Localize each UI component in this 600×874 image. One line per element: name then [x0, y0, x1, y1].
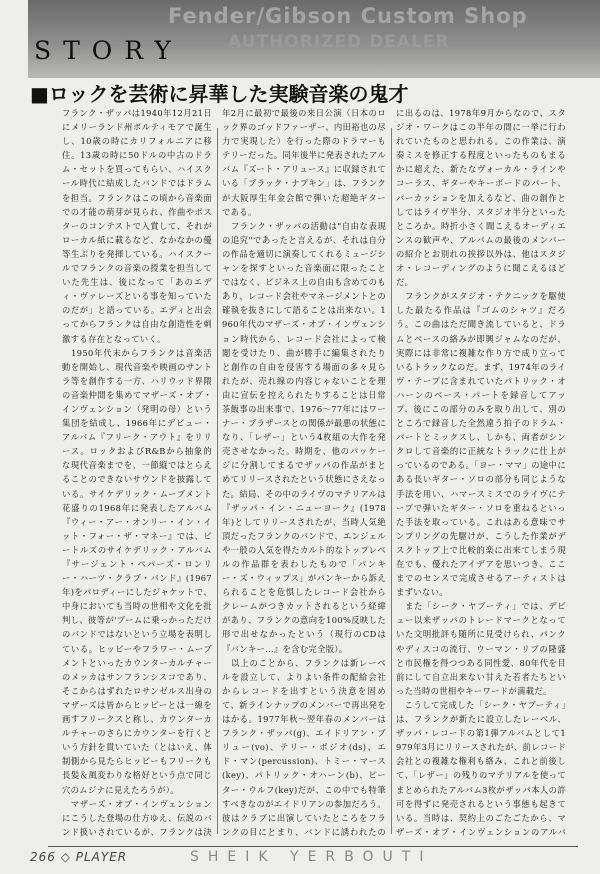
- footer-album-title: SHEIK YERBOUTI: [190, 849, 433, 865]
- section-label: STORY: [34, 36, 183, 65]
- article-column-1: フランク・ザッパは1940年12月21日にメリーランド州ボルティモアで誕生し、10歳の時にカリフォルニアに移住。13歳の時に50ドルの中古のドラム・セットを買ってもらい、ハイスクール時代に結成したバンドではドラムを担当。フランクはこの頃から音楽面での才能の萌芽が見られ、作曲やポスターのコンテストで入賞して、それがローカル紙に載るなど、なかなかの優等生ぶりを発揮している。ハイスクールでフランクの音楽の授業を担当していた先生は、後になって「あのエディ・ヴァレーズといる事を知っていたのだが」と語っている。エディと出会ってからフランクは自由な創造性を刺激する存在となっていく。 1950年代末からフランクは音楽活動を開始し、現代音楽や映画のサントラ等を創作する一方、ハリウッド界隈の音楽仲間を集めてマザーズ・オブ・インヴェンション（発明の母）という集団を結成し、1966年にデビュー・アルバム『フリーク・アウト』をリリース。ロックおよびR&Bから抽象的な現代音楽までを、一節縦ではとらえることのできないサウンドを披露している。サイケデリック・ムーブメント花盛りの1968年に発表したアルバム『ウィー・アー・オンリー・イン・イット・フォー・ザ・マネー』では、ビートルズのサイケデリック・アルバム『サージェント・ペパーズ・ロンリー・ハーツ・クラブ・バンド』(1967年)をパロディーにしたジャケットで、中身においても当時の世相や文化を批判し、彼等が'ブームに乗っかっただけのバンドではないという立場を表明している。ヒッピーやフラワー・ムーブメントといったカウンターカルチャーのメッカはサンフランシスコであり、そこからはずれたロサンゼルス出身のマザーズは皆からヒッピーとは一線を画すフリークスと称し、カウンターカルチャーのさらにカウンターを行くという方針を貫いていた（とはいえ、体制側から見たらヒッピーもフリークも長髪＆風変わりな格好という点で同じ穴のムジナに見えたろうが）。 マザーズ・オブ・インヴェンションにこうした登場の仕方ゆえ、伝説のバンド扱いされているが、フランクは決: [62, 108, 212, 836]
- page-number: 266 ◇ PLAYER: [30, 850, 128, 864]
- column-divider: [391, 128, 392, 834]
- header-ghost-text: Fender/Gibson Custom Shop: [168, 4, 528, 28]
- article-column-2: 年2月に最初で最後の来日公演（日本のロック界のゴッドファーザー、内田裕也の尽力で実現した）を行った際のドラマーもテリーだった。同年後半に発表されたアルバム『ズート・アリュース』に収録されている「ブラック・ナプキン」は、フランクが大阪厚生年金会館で弾いた超絶ギターである。 フランク・ザッパの活動は"自由な表現の追究"であったと言えるが、それは自分の作品を適切に演奏してくれるミュージシャンを探すといった音楽面に限ったことではなく、ビジネス上の自由も含めてのもあり、レコード会社やマネージメントとの確執を抜きにして語ることは出来ない。1960年代のマザーズ・オブ・インヴェンション時代から、レコード会社によって検閲を受けたり、曲が勝手に編集されたりと創作の自由を侵害する場面の多々見られたが、売れ線の内容じゃないことを理由に宣伝を控えられたりすることは日常茶飯事の出来事で、1976～77年にはワーナー・ブラザースとの関係が最悪の状態になり、「レザー」という4枚組の大作を発売させなかった。時期を、他のパッケージに分割してまるでザッパの作品がまとめてリリースされたという状態にさえなった。結局、その中のライヴのマテリアルは『ザッパ・イン・ニューヨーク』(1978年)としてリリースされたが、当時人気絶頂だったフランクのバンドで、エンジェルや一般の人気を得たカルト的なトップレベルの作品群を表わしたもので「パンキー・ズ・ウィップス」がパンキーから訴えられることを危惧したレコード会社からクレームがつきカットされるという経緯があり、フランクの意向を100%反映した形で出せなかったという（現行のCDは『バンキー…』を含む完全版）。 以上のことから、フランクは新レーベルを設立して、よりよい条件の配給会社からレコードを出すという決意を固めて、新ラインナップのメンバーで再出発をはかる。1977年秋～翌年春のメンバーはフランク・ザッパ(g)、エイドリアン・ブリュー(vo)、テリー・ボジオ(ds)、エド・マン(percussion)、トミー・マース(key)、パトリック・オハーン(b)、ピーター・ウルフ(key)だが、この中でも特筆すべきなのがエイドリアンの参加だろう。彼はクラブに出演していたところをフランクの目にとまり、バンドに誘われたの: [222, 108, 386, 836]
- header-ghost-subtext: AUTHORIZED DEALER: [228, 32, 450, 52]
- footer-rule: [48, 846, 578, 847]
- article-column-3: に出るのは、1978年9月からなので、スタジオ・ワークはこの半年の間に一挙に行われていたものと思われる。この作業は、演奏ミスを修正する程度といったものもまるかに超えた、新たなヴォーカル・ラインやコーラス、ギターやキーボードのパート、パーカッションを加えるなど、曲の創作としてはライヴ半分、スタジオ半分といったところか。時折小さく聞こえるオーディエンスの歓声や、アルバムの最後のメンバーの紹介とお別れの挨拶以外は、他はスタジオ・レコーディングのように聞こえるほどだ。 フランクがスタジオ・テクニックを駆使した最たる作品は『ゴムのシャツ』だろう。この曲はただ聞き流していると、ドラムとベースの絡みが即興ジャムなのだが、実際には非常に複雑な作り方で成り立っているトラックなのだ。まず、1974年のライヴ・テープに含まれていたパトリック・オハーンのベース・パートを録音してアップ、後にこの部分のみを取り出して、別のところで録音した全然違う拍子のドラム・パートとミックスし、しかも、両者がシンクロして音楽的に正統なトラックに仕上がっているのである。「ヨー・ママ」の途中にある長いギター・ソロの部分も同じような手法を用い、ハマースミスでのライヴにテープで弾いたギター・ソロを重ねるといった手法を取っている。これはある意味でサンプリングの先駆けが、こうした作業がデスクトップ上で比較的楽に出来てしまう現在でも、優れたアイデアを思いつき、ここまでのセンスで完成させるアーティストはまずいない。 また「シーク・ヤブーティ」では、デビュー以来ザッパのトレードマークとなっていた文明批評も随所に見受けられ、パンクやディスコの流行、ウーマン・リブの隆盛と市民権を得つつある同性愛、80年代を目前にして自立出来ない甘えた若者たちといった当時の世相やキーワードが満載だ。 こうして完成した「シーク・ヤブーティ」は、フランクが新たに設立したレーベル、ザッパ・レコードの第1弾アルバムとして1979年3月にリリースされたが、前レコード会社との複雑な権利も絡み、これと前後して、「レザー」の残りのマテリアルを使ってまとめられたアルバム3枚がザッパ本人の許可を得ずに発売されるという事態も起きている。当時は、契約上のごたごたから、マザーズ・オブ・インヴェンションのアルバ: [396, 108, 566, 836]
- article-headline: ■ロックを芸術に昇華した実験音楽の鬼才: [30, 82, 409, 106]
- column-divider: [217, 128, 218, 834]
